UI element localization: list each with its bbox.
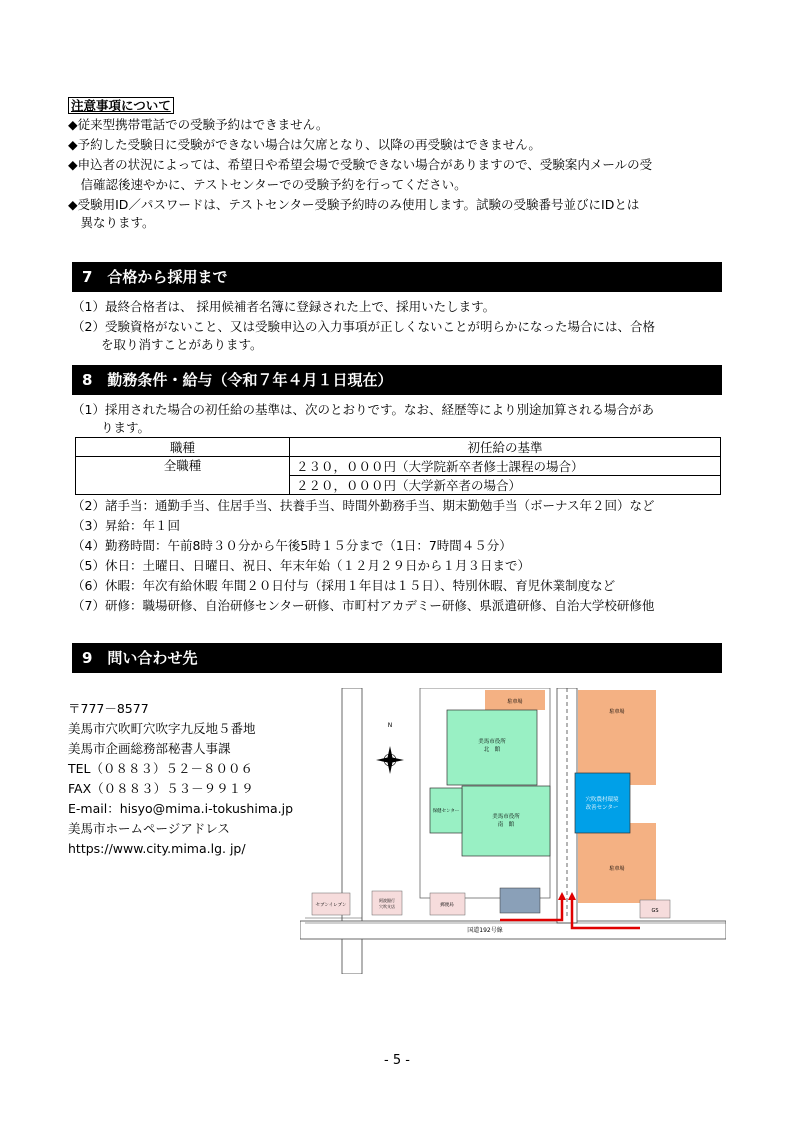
entrance-photo <box>500 888 540 913</box>
tel: TEL（０８８３）５２－８００６ <box>68 761 253 776</box>
notice-item: ◆従来型携帯電話での受験予約はできません。 <box>68 117 329 132</box>
parking-top-label: 駐車場 <box>507 699 523 705</box>
north-building-label: 北 館 <box>483 747 501 753</box>
section-heading-8: 8 勤務条件・給与（令和７年４月１日現在） <box>72 365 722 395</box>
section-heading-9: 9 問い合わせ先 <box>72 643 722 673</box>
department: 美馬市企画総務部秘書人事課 <box>68 741 231 756</box>
access-map <box>300 688 726 974</box>
salary-table <box>75 437 721 495</box>
section8-item: （6）休暇：年次有給休暇 年間２０日付与（採用１年目は１５日）、特別休暇、育児休業制度など <box>72 578 616 593</box>
section-heading-7: 7 合格から採用まで <box>72 262 722 292</box>
table-cell-salary: ２２０，０００円（大学新卒者の場合） <box>290 476 721 495</box>
notice-item: 信確認後速やかに、テストセンターでの受験予約を行ってください。 <box>68 177 467 192</box>
email-link[interactable]: E-mail：hisyo@mima.i-tokushima.jp <box>68 801 294 816</box>
bank-label: 穴吹支店 <box>379 904 395 909</box>
parking-right-top <box>578 690 656 785</box>
bank-label: 阿波銀行 <box>379 898 395 903</box>
section8-item: （4）勤務時間：午前8時３０分から午後5時１５分まで（1日：7時間４５分） <box>72 538 512 553</box>
section7-item: を取り消すことがあります。 <box>72 337 263 352</box>
north-building-label: 美馬市役所 <box>478 739 506 745</box>
section8-item: （2）諸手当：通勤手当、住居手当、扶養手当、時間外勤務手当、期末勤勉手当（ボーナス年２回）など <box>72 498 655 513</box>
section8-item: （5）休日：土曜日、日曜日、祝日、年末年始（１２月２９日から１月３日まで） <box>72 558 530 573</box>
section8-item: （3）昇給：年１回 <box>72 518 180 533</box>
post-office-label: 郵便局 <box>440 903 454 908</box>
page-number: - 5 - <box>384 1053 410 1068</box>
section7-item: （2）受験資格がないこと、又は受験申込の入力事項が正しくないことが明らかになった場合には、合格 <box>72 319 655 334</box>
table-header-job: 職種 <box>76 438 290 457</box>
parking-right-bottom <box>578 823 656 903</box>
postal-code: 〒777－8577 <box>68 701 149 716</box>
anabuki-center <box>575 773 630 833</box>
table-cell-job: 全職種 <box>76 457 290 495</box>
parking-right-bottom-label: 駐車場 <box>609 866 625 872</box>
section8-item: （7）研修：職場研修、自治研修センター研修、市町村アカデミー研修、県派遣研修、自治大学校研修他 <box>72 598 655 613</box>
anabuki-center-label: 穴吹農村環境 <box>585 797 619 803</box>
anabuki-center-label: 改善センター <box>585 805 619 811</box>
health-center-label: 保健センター <box>432 809 460 814</box>
table-row <box>76 438 721 457</box>
table-header-salary: 初任給の基準 <box>290 438 721 457</box>
section8-intro: ります。 <box>72 420 150 435</box>
seven-eleven-label: セブンイレブン <box>315 903 347 908</box>
section8-intro: （1）採用された場合の初任給の基準は、次のとおりです。なお、経歴等により別途加算される場合があ <box>72 402 654 417</box>
parking-right-top-label: 駐車場 <box>609 709 625 715</box>
homepage-link[interactable]: https://www.city.mima.lg. jp/ <box>68 841 246 856</box>
gas-station-label: GS <box>651 908 659 914</box>
notice-item: ◆予約した受験日に受験ができない場合は欠席となり、以降の再受験はできません。 <box>68 137 541 152</box>
national-road <box>300 921 726 939</box>
south-building-label: 南 館 <box>497 822 515 828</box>
compass-n-label: N <box>387 722 393 729</box>
south-building-label: 美馬市役所 <box>492 814 520 820</box>
notice-title: 注意事項について <box>68 97 174 114</box>
south-building <box>462 786 550 856</box>
route-label: 国道192号線 <box>467 927 503 934</box>
notice-item: ◆申込者の状況によっては、希望日や希望会場で受験できない場合がありますので、受験案内メールの受 <box>68 157 653 172</box>
fax: FAX（０８８３）５３－９９１９ <box>68 781 254 796</box>
bank <box>372 891 402 915</box>
address: 美馬市穴吹町穴吹字九反地５番地 <box>68 721 256 736</box>
table-row <box>76 457 721 476</box>
homepage-label: 美馬市ホームページアドレス <box>68 821 230 836</box>
notice-item: ◆受験用ID／パスワードは、テストセンター受験予約時のみ使用します。試験の受験番号並びにIDとは <box>68 197 640 212</box>
notice-item: 異なります。 <box>68 215 155 230</box>
section7-item: （1）最終合格者は、 採用候補者名簿に登録された上で、採用いたします。 <box>72 299 496 314</box>
table-cell-salary: ２３０，０００円（大学院新卒者修士課程の場合） <box>290 457 721 476</box>
